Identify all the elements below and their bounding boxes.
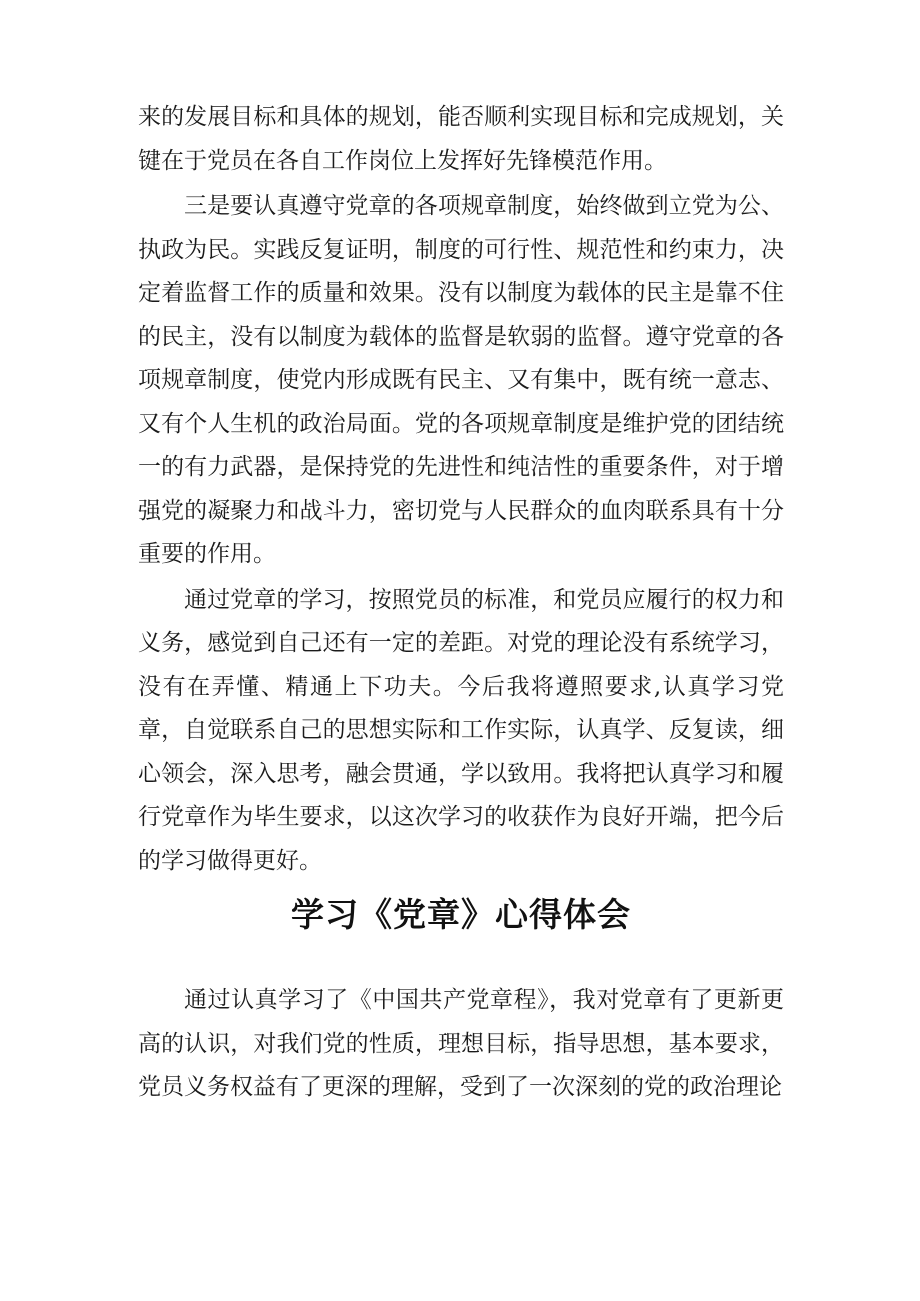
section-title: 学习《党章》心得体会 [291, 895, 631, 934]
paragraph-intro: 通过认真学习了《中国共产党章程》，我对党章有了更新更高的认识，对我们党的性质，理想目标，指导思想，基本要求，党员义务权益有了更深的理解，受到了一次深刻的党的政治理论 [138, 987, 784, 1100]
document-body [138, 96, 784, 1110]
paragraph-self-reflection: 通过党章的学习，按照党员的标准，和党员应履行的权力和义务，感觉到自己还有一定的差距。对党的理论没有系统学习，没有在弄懂、精通上下功夫。今后我将遵照要求,认真学习党章，自觉联系自己的思想实际和工作实际，认真学、反复读，细心领会，深入思考，融会贯通，学以致用。我将把认真学习和履行党章作为毕生要求，以这次学习的收获作为良好开端，把今后的学习做得更好。 [138, 586, 784, 874]
paragraph-regulations: 三是要认真遵守党章的各项规章制度，始终做到立党为公、执政为民。实践反复证明，制度的可行性、规范性和约束力，决定着监督工作的质量和效果。没有以制度为载体的民主是靠不住的民主，没有以制度为载体的监督是软弱的监督。遵守党章的各项规章制度，使党内形成既有民主、又有集中，既有统一意志、又有个人生机的政治局面。党的各项规章制度是维护党的团结统一的有力武器，是保持党的先进性和纯洁性的重要条件，对于增强党的凝聚力和战斗力，密切党与人民群众的血肉联系具有十分重要的作用。 [138, 193, 784, 567]
paragraph-continuation: 来的发展目标和具体的规划，能否顺利实现目标和完成规划，关键在于党员在各自工作岗位上发挥好先锋模范作用。 [138, 104, 784, 174]
